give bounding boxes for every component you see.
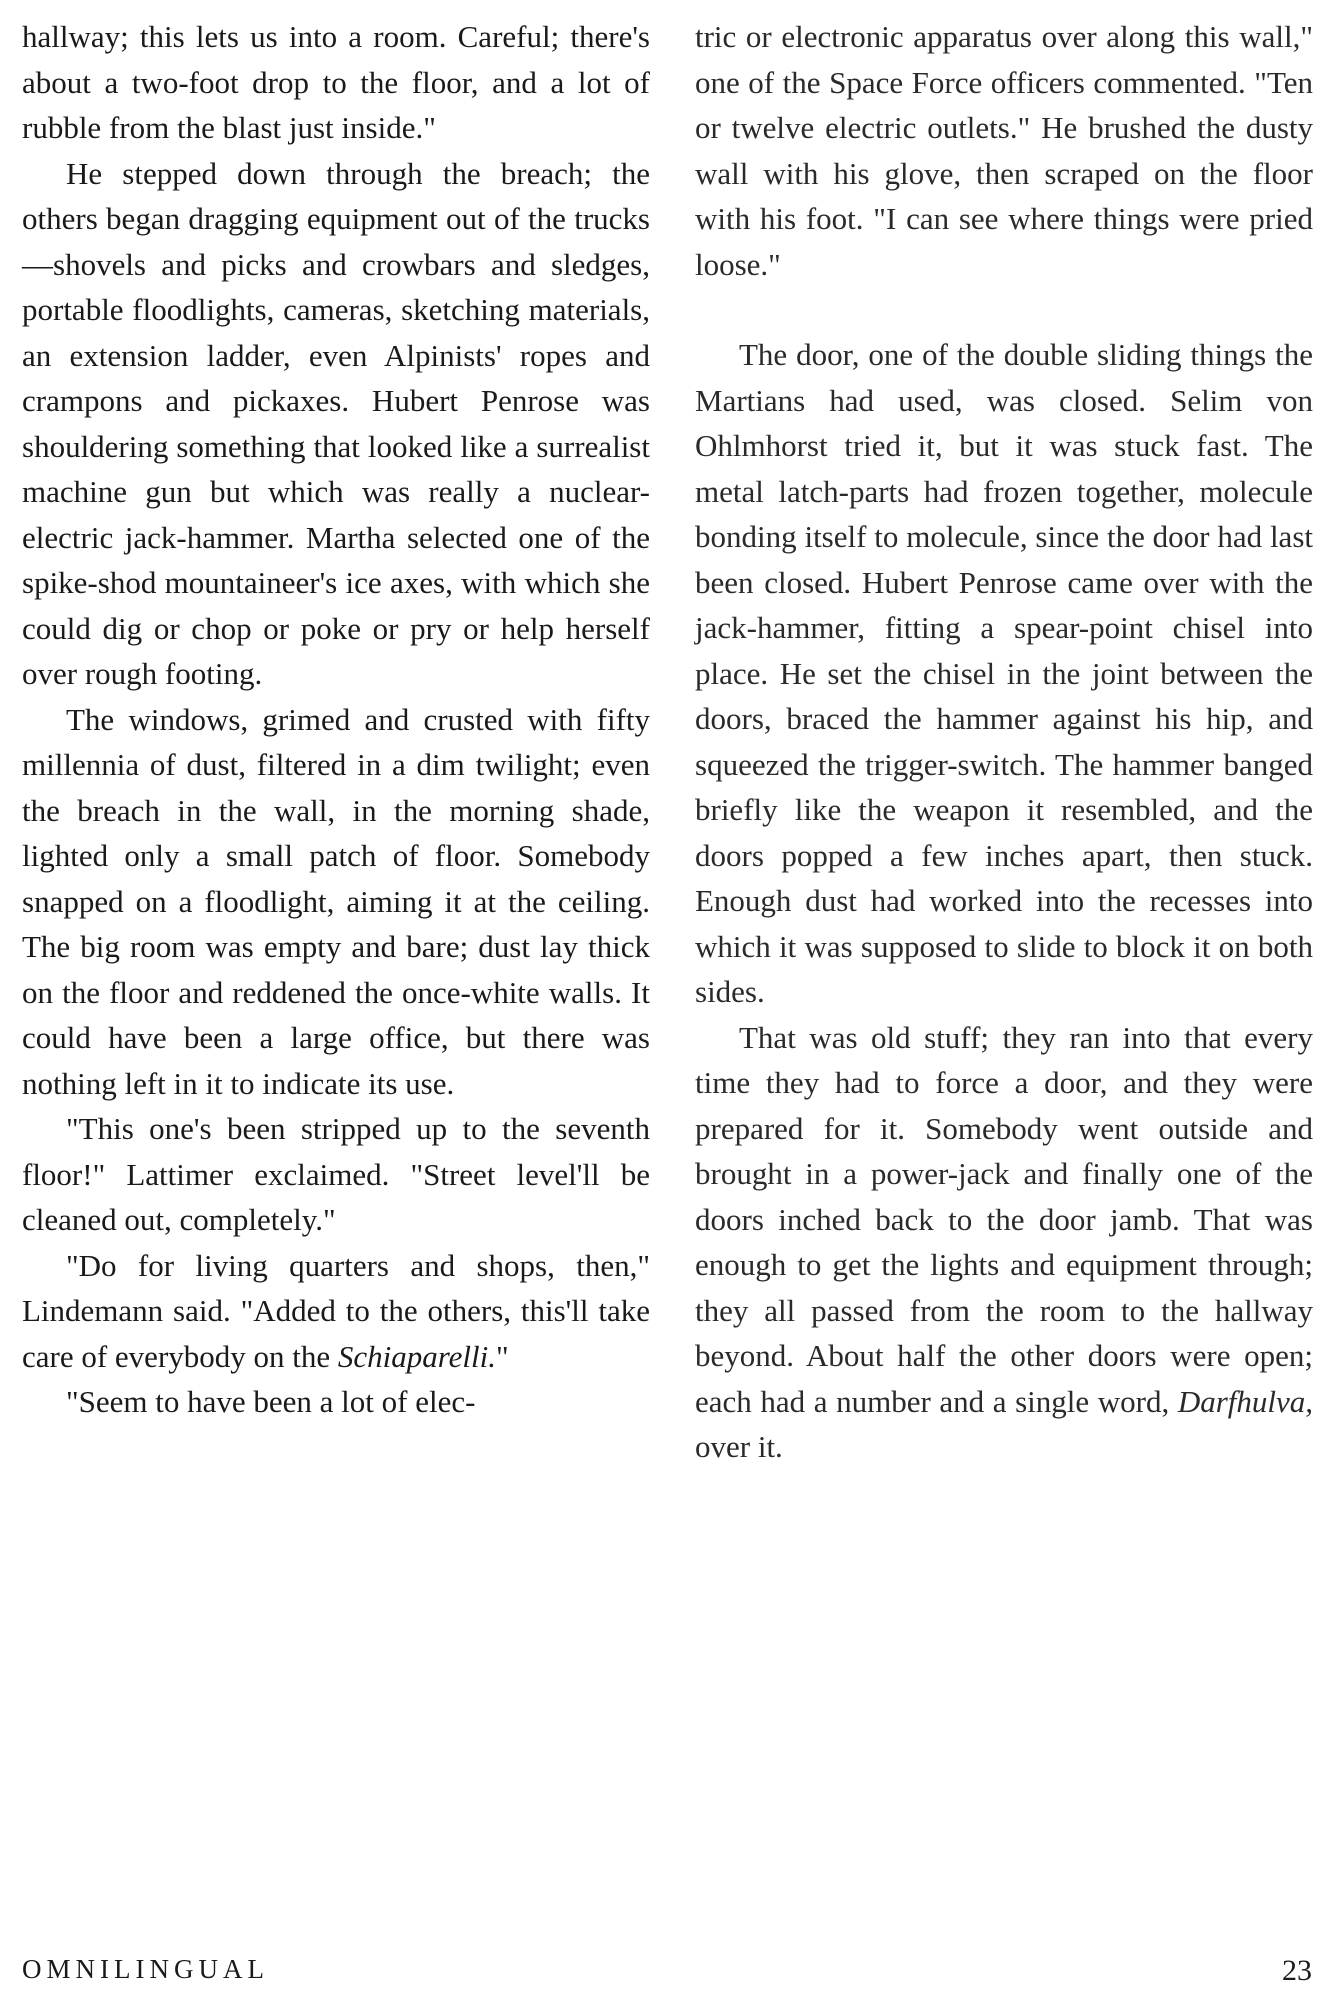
paragraph: The door, one of the double sliding things the Martians had used, was closed. Selim von Ohlmhorst tried it, but it was stuck fast. The metal latch-parts had frozen together, molecule bonding itself to molecule, since the door had last been closed. Hubert Penrose came over with the jack-hammer, fitting a spear-point chisel into place. He set the chisel in the joint between the doors, braced the hammer against his hip, and squeezed the trigger-switch. The hammer banged briefly like the weapon it resembled, and the doors popped a few inches apart, then stuck. Enough dust had worked into the recesses into which it was supposed to slide to block it on both sides.	[695, 337, 1313, 1009]
paragraph: "This one's been stripped up to the seventh floor!" Lattimer exclaimed. "Street level'll be cleaned out, completely."	[22, 1111, 650, 1237]
paragraph: tric or electronic apparatus over along this wall," one of the Space Force officers commented. "Ten or twelve electric outlets." He brushed the dusty wall with his glove, then scraped on the floor with his foot. "I can see where things were pried loose."	[695, 19, 1313, 282]
right-text-column	[695, 14, 1313, 1470]
paragraph-text-end: "	[496, 1338, 509, 1374]
paragraph-text: That was old stuff; they ran into that every time they had to force a door, and they were prepared for it. Somebody went outside and brought in a power-jack and finally one of the doors inched back to the door jamb. That was enough to get the lights and equipment through; they all passed from the room to the hallway beyond. About half the other doors were open; each had a number and a single word,	[695, 1019, 1313, 1419]
paragraph: "Seem to have been a lot of elec-	[66, 1384, 476, 1419]
running-title: OMNILINGUAL	[22, 1954, 269, 1984]
paragraph: He stepped down through the breach; the others began dragging equipment out of the trucks—shovels and picks and crowbars and sledges, portable floodlights, cameras, sketching materials, an extension ladder, even Alpinists' ropes and crampons and pickaxes. Hubert Penrose was shouldering something that looked like a surrealist machine gun but which was really a nuclear-electric jack-hammer. Martha selected one of the spike-shod mountaineer's ice axes, with which she could dig or chop or poke or pry or help herself over rough footing.	[22, 155, 650, 691]
paragraph-text-end: over it.	[695, 1429, 783, 1464]
page-footer	[22, 1954, 1312, 1994]
ship-name-italic: Schiaparelli.	[337, 1338, 497, 1374]
paragraph: hallway; this lets us into a room. Careful; there's about a two-foot drop to the floor, and a lot of rubble from the blast just inside."	[22, 19, 650, 145]
left-text-column	[22, 14, 650, 1425]
paragraph	[695, 1015, 1313, 1470]
paragraph	[22, 1243, 650, 1380]
page-number: 23	[1282, 1954, 1312, 1987]
paragraph: The windows, grimed and crusted with fifty millennia of dust, filtered in a dim twilight; even the breach in the wall, in the morning shade, lighted only a small patch of floor. Somebody snapped on a floodlight, aiming it at the ceiling. The big room was empty and bare; dust lay thick on the floor and reddened the once-white walls. It could have been a large office, but there was nothing left in it to indicate its use.	[22, 701, 650, 1101]
paragraph-text: "Do for living quarters and shops, then," Lindemann said. "Added to the others, this'll take care of everybody on the	[22, 1247, 650, 1374]
martian-word-italic: Darfhulva,	[1177, 1383, 1313, 1419]
